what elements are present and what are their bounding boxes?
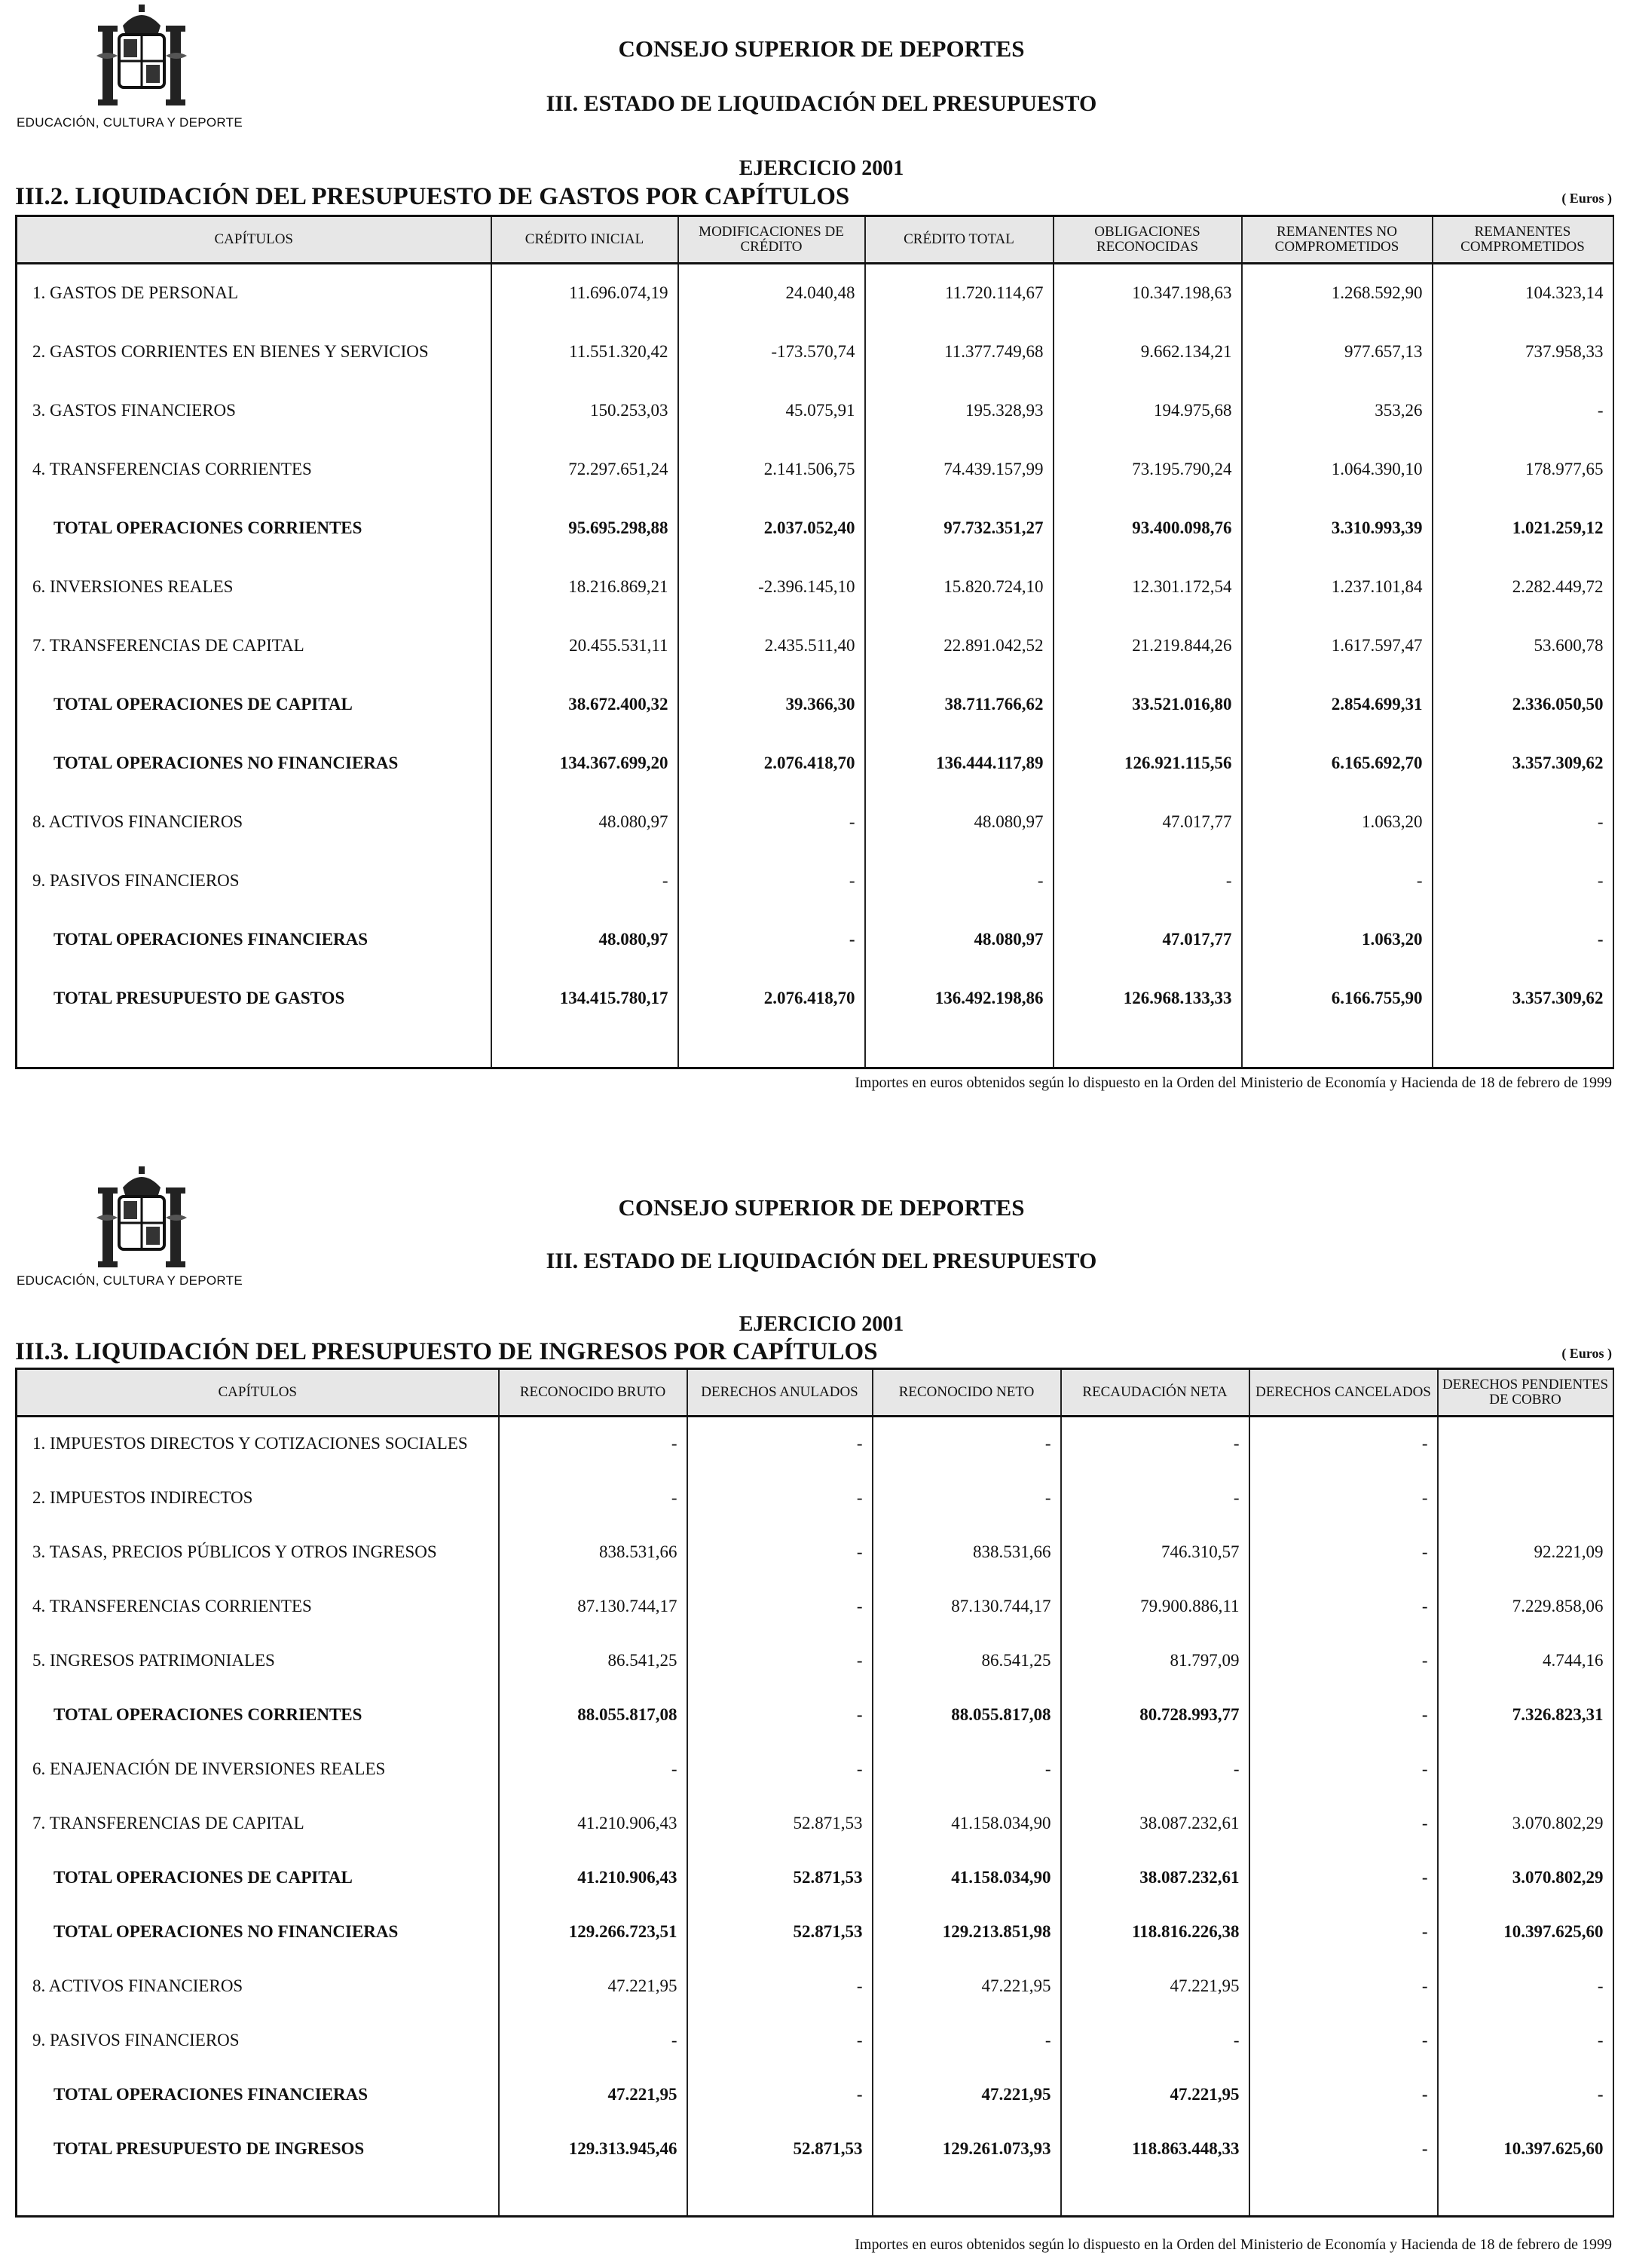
initial-credit-cell: 150.253,03: [491, 381, 678, 440]
modifications-cell: 2.435.511,40: [678, 616, 865, 675]
annulled-cell: 52.871,53: [687, 1905, 873, 1959]
pending-cell: 10.397.625,60: [1438, 2122, 1613, 2176]
expenses-table-body: [17, 264, 1613, 1068]
row-label: 9. PASIVOS FINANCIEROS: [17, 851, 491, 910]
uncommitted-cell: 6.166.755,90: [1242, 969, 1433, 1028]
initial-credit-cell: 11.551.320,42: [491, 322, 678, 381]
row-label: 4. TRANSFERENCIAS CORRIENTES: [17, 440, 491, 499]
modifications-cell: 24.040,48: [678, 264, 865, 322]
uncommitted-cell: 3.310.993,39: [1242, 499, 1433, 558]
annulled-cell: -: [687, 2068, 873, 2122]
annulled-cell: -: [687, 1579, 873, 1634]
net-collection-cell: 38.087.232,61: [1061, 1851, 1249, 1905]
table-row: [17, 1959, 1613, 2013]
header-credit-modifications: MODIFICACIONES DE CRÉDITO: [678, 216, 865, 264]
header-uncommitted-remainders: REMANENTES NO COMPROMETIDOS: [1242, 216, 1433, 264]
committed-cell: 3.357.309,62: [1433, 734, 1613, 793]
uncommitted-cell: 1.063,20: [1242, 910, 1433, 969]
subtotal-row: [17, 675, 1613, 734]
initial-credit-cell: 134.415.780,17: [491, 969, 678, 1028]
committed-cell: 737.958,33: [1433, 322, 1613, 381]
net-collection-cell: 38.087.232,61: [1061, 1796, 1249, 1851]
organization-title: CONSEJO SUPERIOR DE DEPORTES: [618, 1194, 1025, 1221]
header-cancelled-rights: DERECHOS CANCELADOS: [1249, 1369, 1438, 1417]
committed-cell: 2.282.449,72: [1433, 558, 1613, 616]
cancelled-cell: -: [1249, 1742, 1438, 1796]
total-credit-cell: 11.720.114,67: [865, 264, 1054, 322]
annulled-cell: -: [687, 1688, 873, 1742]
uncommitted-cell: 977.657,13: [1242, 322, 1433, 381]
annulled-cell: -: [687, 1417, 873, 1471]
modifications-cell: 2.076.418,70: [678, 969, 865, 1028]
committed-cell: 178.977,65: [1433, 440, 1613, 499]
gross-recognized-cell: 838.531,66: [499, 1525, 687, 1579]
pending-cell: [1438, 1471, 1613, 1525]
obligations-cell: 47.017,77: [1054, 910, 1242, 969]
modifications-cell: 2.141.506,75: [678, 440, 865, 499]
modifications-cell: 2.076.418,70: [678, 734, 865, 793]
annulled-cell: -: [687, 1742, 873, 1796]
cancelled-cell: -: [1249, 1579, 1438, 1634]
net-recognized-cell: -: [873, 1471, 1061, 1525]
grand-total-row: [17, 2122, 1613, 2176]
net-collection-cell: 79.900.886,11: [1061, 1579, 1249, 1634]
header-total-credit: CRÉDITO TOTAL: [865, 216, 1054, 264]
cancelled-cell: -: [1249, 1634, 1438, 1688]
net-collection-cell: 118.816.226,38: [1061, 1905, 1249, 1959]
header-net-collection: RECAUDACIÓN NETA: [1061, 1369, 1249, 1417]
empty-row: [17, 2176, 1613, 2217]
cancelled-cell: -: [1249, 1688, 1438, 1742]
document-title: III. ESTADO DE LIQUIDACIÓN DEL PRESUPUESTO: [546, 91, 1097, 116]
cancelled-cell: -: [1249, 1796, 1438, 1851]
table-row: [17, 1525, 1613, 1579]
table-row: [17, 1742, 1613, 1796]
net-recognized-cell: -: [873, 1417, 1061, 1471]
total-credit-cell: 97.732.351,27: [865, 499, 1054, 558]
pending-cell: 92.221,09: [1438, 1525, 1613, 1579]
subtotal-row: [17, 910, 1613, 969]
gross-recognized-cell: -: [499, 2013, 687, 2068]
uncommitted-cell: 353,26: [1242, 381, 1433, 440]
committed-cell: -: [1433, 793, 1613, 851]
net-recognized-cell: 87.130.744,17: [873, 1579, 1061, 1634]
grand-total-row: [17, 969, 1613, 1028]
pending-cell: 3.070.802,29: [1438, 1851, 1613, 1905]
gastos-section: [0, 0, 1627, 1123]
total-credit-cell: 74.439.157,99: [865, 440, 1054, 499]
row-label: TOTAL OPERACIONES CORRIENTES: [17, 499, 491, 558]
net-recognized-cell: 88.055.817,08: [873, 1688, 1061, 1742]
annulled-cell: 52.871,53: [687, 1851, 873, 1905]
table-row: [17, 381, 1613, 440]
initial-credit-cell: 38.672.400,32: [491, 675, 678, 734]
pending-cell: 3.070.802,29: [1438, 1796, 1613, 1851]
row-label: TOTAL PRESUPUESTO DE INGRESOS: [17, 2122, 499, 2176]
currency-unit: ( Euros ): [1561, 191, 1612, 206]
total-credit-cell: 136.492.198,86: [865, 969, 1054, 1028]
row-label: 3. TASAS, PRECIOS PÚBLICOS Y OTROS INGRESOS: [17, 1525, 499, 1579]
total-credit-cell: 15.820.724,10: [865, 558, 1054, 616]
total-credit-cell: -: [865, 851, 1054, 910]
initial-credit-cell: 72.297.651,24: [491, 440, 678, 499]
header-pending-collection: DERECHOS PENDIENTES DE COBRO: [1438, 1369, 1613, 1417]
income-table-body: [17, 1417, 1613, 2217]
uncommitted-cell: 1.064.390,10: [1242, 440, 1433, 499]
table-row: [17, 322, 1613, 381]
header-annulled-rights: DERECHOS ANULADOS: [687, 1369, 873, 1417]
obligations-cell: 12.301.172,54: [1054, 558, 1242, 616]
table-row: [17, 1796, 1613, 1851]
table-row: [17, 440, 1613, 499]
obligations-cell: 9.662.134,21: [1054, 322, 1242, 381]
committed-cell: -: [1433, 851, 1613, 910]
table-row: [17, 558, 1613, 616]
uncommitted-cell: 6.165.692,70: [1242, 734, 1433, 793]
uncommitted-cell: 1.063,20: [1242, 793, 1433, 851]
modifications-cell: -: [678, 851, 865, 910]
row-label: 8. ACTIVOS FINANCIEROS: [17, 1959, 499, 2013]
committed-cell: 3.357.309,62: [1433, 969, 1613, 1028]
net-recognized-cell: -: [873, 1742, 1061, 1796]
row-label: 2. GASTOS CORRIENTES EN BIENES Y SERVICIOS: [17, 322, 491, 381]
row-label: 1. GASTOS DE PERSONAL: [17, 264, 491, 322]
obligations-cell: 21.219.844,26: [1054, 616, 1242, 675]
cancelled-cell: -: [1249, 2013, 1438, 2068]
obligations-cell: 93.400.098,76: [1054, 499, 1242, 558]
coat-of-arms-icon: [89, 3, 194, 109]
modifications-cell: 2.037.052,40: [678, 499, 865, 558]
uncommitted-cell: 1.617.597,47: [1242, 616, 1433, 675]
pending-cell: 4.744,16: [1438, 1634, 1613, 1688]
net-collection-cell: -: [1061, 1417, 1249, 1471]
modifications-cell: 45.075,91: [678, 381, 865, 440]
committed-cell: -: [1433, 910, 1613, 969]
gross-recognized-cell: 47.221,95: [499, 2068, 687, 2122]
annulled-cell: -: [687, 1959, 873, 2013]
cancelled-cell: -: [1249, 2068, 1438, 2122]
net-recognized-cell: 47.221,95: [873, 1959, 1061, 2013]
modifications-cell: -: [678, 910, 865, 969]
row-label: TOTAL OPERACIONES DE CAPITAL: [17, 1851, 499, 1905]
cancelled-cell: -: [1249, 2122, 1438, 2176]
header-recognized-obligations: OBLIGACIONES RECONOCIDAS: [1054, 216, 1242, 264]
total-credit-cell: 195.328,93: [865, 381, 1054, 440]
ingresos-section: [0, 1160, 1627, 2268]
fiscal-year: EJERCICIO 2001: [739, 157, 904, 180]
gross-recognized-cell: 129.313.945,46: [499, 2122, 687, 2176]
row-label: TOTAL OPERACIONES CORRIENTES: [17, 1688, 499, 1742]
total-credit-cell: 48.080,97: [865, 793, 1054, 851]
committed-cell: -: [1433, 381, 1613, 440]
header-initial-credit: CRÉDITO INICIAL: [491, 216, 678, 264]
header-chapters: CAPÍTULOS: [17, 216, 491, 264]
gross-recognized-cell: 86.541,25: [499, 1634, 687, 1688]
table-row: [17, 616, 1613, 675]
row-label: TOTAL PRESUPUESTO DE GASTOS: [17, 969, 491, 1028]
coat-of-arms-icon: [89, 1165, 194, 1270]
pending-cell: 7.326.823,31: [1438, 1688, 1613, 1742]
obligations-cell: 126.968.133,33: [1054, 969, 1242, 1028]
organization-title: CONSEJO SUPERIOR DE DEPORTES: [618, 35, 1025, 62]
row-label: TOTAL OPERACIONES NO FINANCIERAS: [17, 1905, 499, 1959]
cancelled-cell: -: [1249, 1959, 1438, 2013]
cancelled-cell: -: [1249, 1851, 1438, 1905]
ministry-name: EDUCACIÓN, CULTURA Y DEPORTE: [17, 115, 243, 130]
row-label: 9. PASIVOS FINANCIEROS: [17, 2013, 499, 2068]
pending-cell: [1438, 1417, 1613, 1471]
row-label: 7. TRANSFERENCIAS DE CAPITAL: [17, 1796, 499, 1851]
annulled-cell: 52.871,53: [687, 2122, 873, 2176]
header-gross-recognized: RECONOCIDO BRUTO: [499, 1369, 687, 1417]
table-row: [17, 793, 1613, 851]
income-table: [15, 1368, 1614, 2218]
net-recognized-cell: -: [873, 2013, 1061, 2068]
annulled-cell: 52.871,53: [687, 1796, 873, 1851]
obligations-cell: 10.347.198,63: [1054, 264, 1242, 322]
ministry-name: EDUCACIÓN, CULTURA Y DEPORTE: [17, 1273, 243, 1288]
table-row: [17, 2013, 1613, 2068]
net-recognized-cell: 86.541,25: [873, 1634, 1061, 1688]
pending-cell: 7.229.858,06: [1438, 1579, 1613, 1634]
net-recognized-cell: 47.221,95: [873, 2068, 1061, 2122]
net-collection-cell: 81.797,09: [1061, 1634, 1249, 1688]
net-collection-cell: -: [1061, 1471, 1249, 1525]
obligations-cell: -: [1054, 851, 1242, 910]
row-label: 3. GASTOS FINANCIEROS: [17, 381, 491, 440]
cancelled-cell: -: [1249, 1417, 1438, 1471]
table-row: [17, 264, 1613, 322]
gross-recognized-cell: 87.130.744,17: [499, 1579, 687, 1634]
table-row: [17, 1417, 1613, 1471]
annulled-cell: -: [687, 2013, 873, 2068]
gross-recognized-cell: -: [499, 1742, 687, 1796]
initial-credit-cell: 134.367.699,20: [491, 734, 678, 793]
pending-cell: -: [1438, 1959, 1613, 2013]
gross-recognized-cell: 88.055.817,08: [499, 1688, 687, 1742]
header-chapters: CAPÍTULOS: [17, 1369, 499, 1417]
total-credit-cell: 11.377.749,68: [865, 322, 1054, 381]
subtotal-row: [17, 2068, 1613, 2122]
subtotal-row: [17, 1851, 1613, 1905]
net-collection-cell: -: [1061, 1742, 1249, 1796]
modifications-cell: 39.366,30: [678, 675, 865, 734]
row-label: 7. TRANSFERENCIAS DE CAPITAL: [17, 616, 491, 675]
net-collection-cell: 47.221,95: [1061, 1959, 1249, 2013]
uncommitted-cell: 1.237.101,84: [1242, 558, 1433, 616]
initial-credit-cell: 20.455.531,11: [491, 616, 678, 675]
section-title: III.3. LIQUIDACIÓN DEL PRESUPUESTO DE INGRESOS POR CAPÍTULOS: [15, 1338, 878, 1365]
initial-credit-cell: 95.695.298,88: [491, 499, 678, 558]
row-label: 8. ACTIVOS FINANCIEROS: [17, 793, 491, 851]
annulled-cell: -: [687, 1634, 873, 1688]
footnote: Importes en euros obtenidos según lo dispuesto en la Orden del Ministerio de Economía y Hacienda de 18 de febrero de 1999: [855, 1074, 1612, 1091]
cancelled-cell: -: [1249, 1905, 1438, 1959]
obligations-cell: 73.195.790,24: [1054, 440, 1242, 499]
modifications-cell: -173.570,74: [678, 322, 865, 381]
currency-unit: ( Euros ): [1561, 1346, 1612, 1361]
expenses-table: [15, 215, 1614, 1069]
gross-recognized-cell: -: [499, 1417, 687, 1471]
initial-credit-cell: 11.696.074,19: [491, 264, 678, 322]
pending-cell: 10.397.625,60: [1438, 1905, 1613, 1959]
committed-cell: 104.323,14: [1433, 264, 1613, 322]
gross-recognized-cell: -: [499, 1471, 687, 1525]
header-net-recognized: RECONOCIDO NETO: [873, 1369, 1061, 1417]
initial-credit-cell: 48.080,97: [491, 910, 678, 969]
initial-credit-cell: 48.080,97: [491, 793, 678, 851]
net-recognized-cell: 41.158.034,90: [873, 1796, 1061, 1851]
total-credit-cell: 136.444.117,89: [865, 734, 1054, 793]
uncommitted-cell: 2.854.699,31: [1242, 675, 1433, 734]
net-recognized-cell: 838.531,66: [873, 1525, 1061, 1579]
table-header-row: [17, 216, 1613, 264]
committed-cell: 2.336.050,50: [1433, 675, 1613, 734]
committed-cell: 1.021.259,12: [1433, 499, 1613, 558]
uncommitted-cell: -: [1242, 851, 1433, 910]
initial-credit-cell: 18.216.869,21: [491, 558, 678, 616]
gross-recognized-cell: 41.210.906,43: [499, 1796, 687, 1851]
row-label: 4. TRANSFERENCIAS CORRIENTES: [17, 1579, 499, 1634]
subtotal-row: [17, 1688, 1613, 1742]
net-collection-cell: 80.728.993,77: [1061, 1688, 1249, 1742]
annulled-cell: -: [687, 1471, 873, 1525]
pending-cell: [1438, 1742, 1613, 1796]
cancelled-cell: -: [1249, 1471, 1438, 1525]
table-header-row: [17, 1369, 1613, 1417]
initial-credit-cell: -: [491, 851, 678, 910]
row-label: 6. INVERSIONES REALES: [17, 558, 491, 616]
total-credit-cell: 22.891.042,52: [865, 616, 1054, 675]
subtotal-row: [17, 1905, 1613, 1959]
obligations-cell: 47.017,77: [1054, 793, 1242, 851]
row-label: TOTAL OPERACIONES FINANCIERAS: [17, 2068, 499, 2122]
obligations-cell: 194.975,68: [1054, 381, 1242, 440]
row-label: 1. IMPUESTOS DIRECTOS Y COTIZACIONES SOCIALES: [17, 1417, 499, 1471]
table-row: [17, 1471, 1613, 1525]
row-label: 5. INGRESOS PATRIMONIALES: [17, 1634, 499, 1688]
empty-row: [17, 1028, 1613, 1068]
obligations-cell: 33.521.016,80: [1054, 675, 1242, 734]
uncommitted-cell: 1.268.592,90: [1242, 264, 1433, 322]
pending-cell: -: [1438, 2068, 1613, 2122]
gross-recognized-cell: 41.210.906,43: [499, 1851, 687, 1905]
fiscal-year: EJERCICIO 2001: [739, 1313, 904, 1336]
net-collection-cell: -: [1061, 2013, 1249, 2068]
gross-recognized-cell: 47.221,95: [499, 1959, 687, 2013]
total-credit-cell: 48.080,97: [865, 910, 1054, 969]
section-title: III.2. LIQUIDACIÓN DEL PRESUPUESTO DE GASTOS POR CAPÍTULOS: [15, 183, 850, 210]
row-label: 2. IMPUESTOS INDIRECTOS: [17, 1471, 499, 1525]
subtotal-row: [17, 499, 1613, 558]
subtotal-row: [17, 734, 1613, 793]
row-label: 6. ENAJENACIÓN DE INVERSIONES REALES: [17, 1742, 499, 1796]
net-collection-cell: 746.310,57: [1061, 1525, 1249, 1579]
header-committed-remainders: REMANENTES COMPROMETIDOS: [1433, 216, 1613, 264]
row-label: TOTAL OPERACIONES FINANCIERAS: [17, 910, 491, 969]
net-recognized-cell: 41.158.034,90: [873, 1851, 1061, 1905]
committed-cell: 53.600,78: [1433, 616, 1613, 675]
document-title: III. ESTADO DE LIQUIDACIÓN DEL PRESUPUESTO: [546, 1249, 1097, 1273]
obligations-cell: 126.921.115,56: [1054, 734, 1242, 793]
net-recognized-cell: 129.261.073,93: [873, 2122, 1061, 2176]
table-row: [17, 1634, 1613, 1688]
row-label: TOTAL OPERACIONES DE CAPITAL: [17, 675, 491, 734]
gross-recognized-cell: 129.266.723,51: [499, 1905, 687, 1959]
net-collection-cell: 47.221,95: [1061, 2068, 1249, 2122]
modifications-cell: -: [678, 793, 865, 851]
net-collection-cell: 118.863.448,33: [1061, 2122, 1249, 2176]
cancelled-cell: -: [1249, 1525, 1438, 1579]
net-recognized-cell: 129.213.851,98: [873, 1905, 1061, 1959]
table-row: [17, 1579, 1613, 1634]
pending-cell: -: [1438, 2013, 1613, 2068]
modifications-cell: -2.396.145,10: [678, 558, 865, 616]
table-row: [17, 851, 1613, 910]
annulled-cell: -: [687, 1525, 873, 1579]
footnote: Importes en euros obtenidos según lo dispuesto en la Orden del Ministerio de Economía y Hacienda de 18 de febrero de 1999: [855, 2236, 1612, 2253]
row-label: TOTAL OPERACIONES NO FINANCIERAS: [17, 734, 491, 793]
total-credit-cell: 38.711.766,62: [865, 675, 1054, 734]
